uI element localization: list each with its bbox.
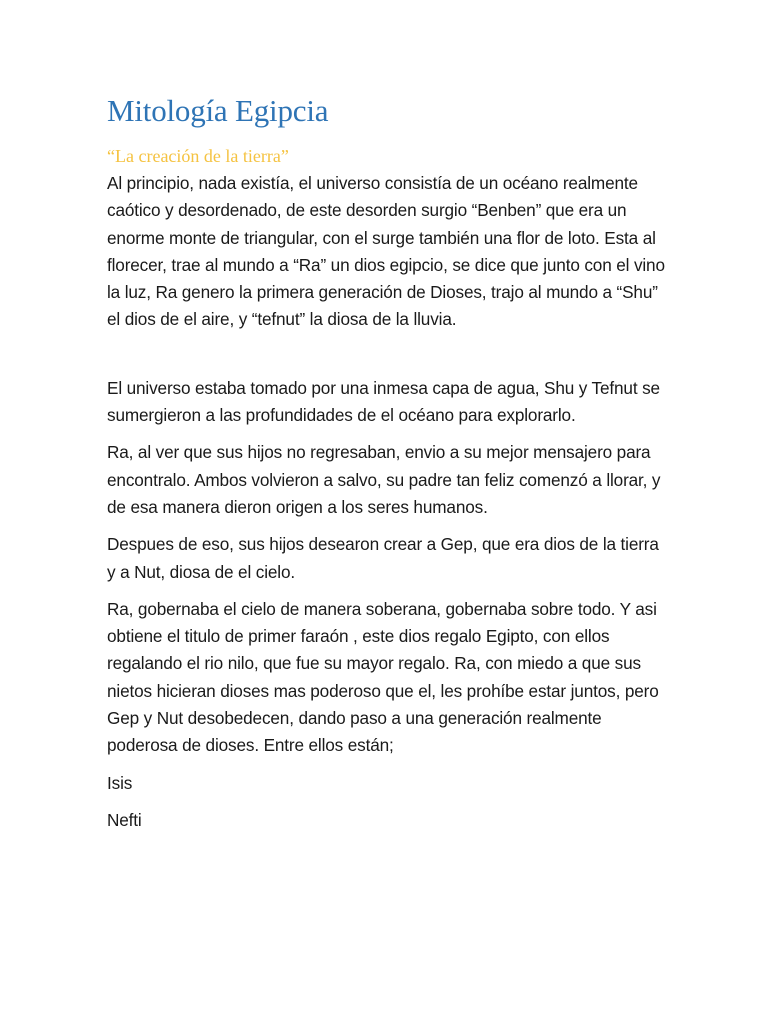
paragraph-messenger: Ra, al ver que sus hijos no regresaban, envio a su mejor mensajero para encontralo. Ambos volvieron a salvo, su padre tan feliz comenzó a llorar, y de esa manera dieron origen a los seres humanos. (107, 442, 661, 517)
document-title: Mitología Egipcia (107, 93, 329, 128)
document-subtitle: “La creación de la tierra” (107, 146, 289, 166)
paragraph-creation: Al principio, nada existía, el universo consistía de un océano realmente caótico y desordenado, de este desorden surgio “Benben” que era un enorme monte de triangular, con el surge también una flor de loto. Esta al florecer, trae al mundo a “Ra” un dios egipcio, se dice que junto con el vino la luz, Ra genero la primera generación de Dioses, trajo al mundo a “Shu” el dios de el aire, y “tefnut” la diosa de la lluvia. (107, 173, 665, 330)
paragraph-gep-nut: Despues de eso, sus hijos desearon crear a Gep, que era dios de la tierra y a Nut, diosa de el cielo. (107, 534, 659, 582)
list-item-nefti: Nefti (107, 809, 142, 830)
list-item-isis: Isis (107, 772, 133, 793)
paragraph-universe: El universo estaba tomado por una inmesa capa de agua, Shu y Tefnut se sumergieron a las profundidades de el océano para explorarlo. (107, 377, 660, 426)
paragraph-ra-rule: Ra, gobernaba el cielo de manera soberana, gobernaba sobre todo. Y asi obtiene el titulo de primer faraón , este dios regalo Egipto, con ellos regalando el rio nilo, que fue su mayor regalo. Ra, con miedo a que sus nietos hicieran dioses mas poderoso que el, les prohíbe estar juntos, pero Gep y Nut desobedecen, dando paso a una generación realmente poderosa de dioses. Entre ellos están; (107, 598, 659, 756)
document-page (107, 88, 667, 834)
